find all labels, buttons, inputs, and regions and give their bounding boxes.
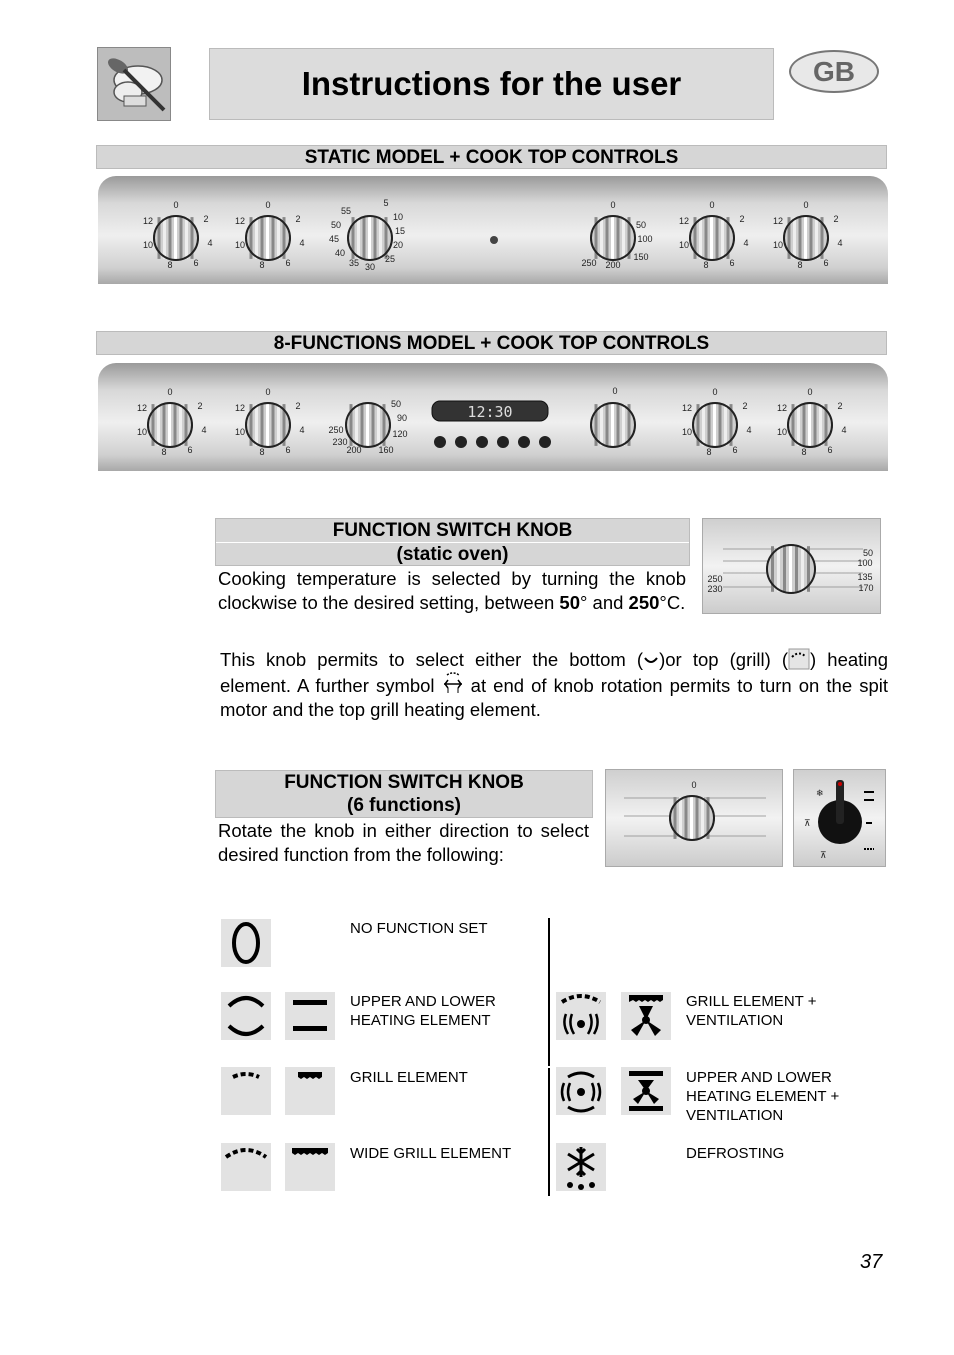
static-burner-3-tick: 8 <box>703 260 709 270</box>
temperature-tick: 0 <box>610 200 616 210</box>
thumb-six-knob <box>670 796 714 840</box>
timer-tick: 25 <box>384 254 396 264</box>
timer-tick: 45 <box>328 234 340 244</box>
function-label-upper-lower: UPPER AND LOWER HEATING ELEMENT <box>350 993 496 1029</box>
eight-burner-1-tick: 0 <box>167 387 173 397</box>
temperature-tick: 250 <box>581 258 597 268</box>
thumb-six-tick: 0 <box>691 780 697 790</box>
static-burner-4-tick: 6 <box>823 258 829 268</box>
static-burner-4-tick: 4 <box>837 238 843 248</box>
thumb-tick: 50 <box>862 548 874 558</box>
static-model-heading: STATIC MODEL + COOK TOP CONTROLS <box>96 145 887 169</box>
eight-functions-control-panel <box>98 363 888 471</box>
heating-element-paragraph: This knob permits to select either the bottom ( )or top (grill) ( ) heating element. A further symbol at end of knob rotation permits to turn on the spit motor and the top grill heating element. <box>220 649 888 720</box>
spit-grill-icon <box>442 672 464 696</box>
eight-burner-3-tick: 10 <box>681 427 693 437</box>
thumb-tick: 250 <box>707 574 723 584</box>
clock-button <box>518 436 530 448</box>
static-burner-2-tick: 8 <box>259 260 265 270</box>
page-title-box <box>209 48 774 120</box>
static-burner-4-tick: 10 <box>772 240 784 250</box>
eight-burner-4-tick: 2 <box>837 401 843 411</box>
thermostat-tick: 160 <box>378 445 394 455</box>
static-burner-2-tick: 12 <box>234 216 246 226</box>
upper-lower-fan-icon <box>556 1067 606 1115</box>
eight-burner-1-tick: 10 <box>136 427 148 437</box>
timer-tick: 50 <box>330 220 342 230</box>
function-label-wide-grill: WIDE GRILL ELEMENT <box>350 1145 512 1162</box>
chef-logo <box>97 47 171 121</box>
no-function-icon <box>221 919 271 967</box>
eight-burner-4-knob <box>788 403 832 447</box>
static-knob-subtitle: (static oven) <box>216 542 689 566</box>
black-knob-thumbnail <box>793 769 886 867</box>
thermostat-tick: 200 <box>346 445 362 455</box>
timer-tick: 20 <box>392 240 404 250</box>
static-knob-drawing <box>703 519 882 615</box>
static-control-panel <box>98 176 888 284</box>
thermostat-tick: 50 <box>390 399 402 409</box>
function-label-upper-lower-fan: UPPER AND LOWER HEATING ELEMENT + VENTILATION <box>686 1069 840 1124</box>
eight-burner-1-tick: 2 <box>197 401 203 411</box>
thermostat-tick: 90 <box>396 413 408 423</box>
timer-tick: 55 <box>340 206 352 216</box>
temperature-tick: 100 <box>637 234 653 244</box>
upper-lower-heat-alt-icon <box>285 992 335 1040</box>
upper-lower-fan-alt-icon <box>621 1067 671 1115</box>
six-knob-title: FUNCTION SWITCH KNOB <box>284 772 524 793</box>
wide-grill-alt-icon <box>285 1143 335 1191</box>
static-knobs-drawing <box>98 176 888 284</box>
timer-tick: 5 <box>383 198 389 208</box>
static-burner-1-tick: 6 <box>193 258 199 268</box>
static-knob-thumbnail <box>702 518 881 614</box>
static-burner-4-knob <box>784 216 828 260</box>
clock-button <box>455 436 467 448</box>
grill-fan-alt-icon <box>621 992 671 1040</box>
function-label-no-function: NO FUNCTION SET <box>350 920 488 937</box>
language-badge: GB <box>789 50 879 93</box>
function-tick: 0 <box>612 386 618 396</box>
timer-tick: 30 <box>364 262 376 272</box>
spoon-chef-hat-icon <box>98 48 172 122</box>
temperature-tick: 200 <box>605 260 621 270</box>
static-burner-4-tick: 8 <box>797 260 803 270</box>
eight-burner-4-tick: 4 <box>841 425 847 435</box>
timer-tick: 40 <box>334 248 346 258</box>
static-burner-3-tick: 10 <box>678 240 690 250</box>
static-burner-1-knob <box>154 216 198 260</box>
thermostat-tick: 250 <box>328 425 344 435</box>
thumb-tick: 135 <box>857 572 873 582</box>
static-knob-title: FUNCTION SWITCH KNOB <box>332 520 573 541</box>
eight-burner-3-tick: 12 <box>681 403 693 413</box>
eight-burner-2-knob <box>246 403 290 447</box>
static-burner-1-tick: 2 <box>203 214 209 224</box>
static-burner-1-tick: 4 <box>207 238 213 248</box>
static-burner-4-tick: 2 <box>833 214 839 224</box>
six-knob-heading <box>215 770 593 818</box>
defrost-icon <box>556 1143 606 1191</box>
bottom-heat-icon <box>643 652 659 668</box>
six-knob-drawing <box>606 770 784 868</box>
static-burner-2-tick: 4 <box>299 238 305 248</box>
function-label-grill: GRILL ELEMENT <box>350 1069 468 1086</box>
eight-burner-2-tick: 8 <box>259 447 265 457</box>
eight-burner-1-tick: 6 <box>187 445 193 455</box>
static-burner-3-tick: 4 <box>743 238 749 248</box>
timer-tick: 15 <box>394 226 406 236</box>
static-burner-2-tick: 6 <box>285 258 291 268</box>
eight-burner-1-tick: 4 <box>201 425 207 435</box>
indicator-light <box>490 236 498 244</box>
eight-burner-2-tick: 2 <box>295 401 301 411</box>
page-number: 37 <box>860 1251 883 1273</box>
clock-button <box>434 436 446 448</box>
eight-burner-3-tick: 4 <box>746 425 752 435</box>
eight-burner-1-knob <box>148 403 192 447</box>
static-burner-3-knob <box>690 216 734 260</box>
eight-burner-2-tick: 10 <box>234 427 246 437</box>
timer-tick: 10 <box>392 212 404 222</box>
eight-burner-1-tick: 12 <box>136 403 148 413</box>
eight-burner-4-tick: 10 <box>776 427 788 437</box>
black-knob-drawing <box>794 770 887 868</box>
six-knob-subtitle: (6 functions) <box>347 795 461 816</box>
column-divider-top <box>548 918 550 1066</box>
grill-element-alt-icon <box>285 1067 335 1115</box>
wide-grill-icon <box>221 1143 271 1191</box>
static-burner-3-tick: 12 <box>678 216 690 226</box>
clock-button <box>497 436 509 448</box>
eight-knobs-drawing <box>98 363 888 471</box>
eight-burner-3-tick: 2 <box>742 401 748 411</box>
svg-text:❄: ❄ <box>816 788 824 798</box>
thermostat-knob <box>346 403 390 447</box>
clock-button <box>476 436 488 448</box>
static-burner-3-tick: 0 <box>709 200 715 210</box>
eight-burner-2-tick: 0 <box>265 387 271 397</box>
upper-lower-heat-icon <box>221 992 271 1040</box>
static-burner-4-tick: 0 <box>803 200 809 210</box>
eight-burner-3-tick: 0 <box>712 387 718 397</box>
eight-burner-4-tick: 6 <box>827 445 833 455</box>
eight-burner-3-tick: 6 <box>732 445 738 455</box>
eight-burner-2-tick: 6 <box>285 445 291 455</box>
temperature-tick: 50 <box>635 220 647 230</box>
static-burner-4-tick: 12 <box>772 216 784 226</box>
static-burner-1-tick: 8 <box>167 260 173 270</box>
grill-fan-icon <box>556 992 606 1040</box>
static-burner-2-tick: 10 <box>234 240 246 250</box>
function-label-grill-fan: GRILL ELEMENT + VENTILATION <box>686 993 817 1029</box>
six-knob-paragraph: Rotate the knob in either direction to select desired function from the following: <box>218 820 589 865</box>
timer-tick: 35 <box>348 258 360 268</box>
svg-text:⊼: ⊼ <box>804 818 811 828</box>
static-knob-paragraph: Cooking temperature is selected by turning the knob clockwise to the desired setting, between 50° and 250°C. <box>218 568 686 613</box>
grill-icon <box>788 648 810 670</box>
static-burner-3-tick: 6 <box>729 258 735 268</box>
function-label-defrosting: DEFROSTING <box>686 1145 785 1162</box>
thumb-static-knob <box>767 545 815 593</box>
thumb-tick: 100 <box>857 558 873 568</box>
static-knob-heading <box>215 518 690 566</box>
eight-burner-2-tick: 12 <box>234 403 246 413</box>
thumb-tick: 230 <box>707 584 723 594</box>
eight-burner-3-knob <box>693 403 737 447</box>
static-burner-2-tick: 0 <box>265 200 271 210</box>
static-burner-2-knob <box>246 216 290 260</box>
static-burner-1-tick: 0 <box>173 200 179 210</box>
eight-burner-2-tick: 4 <box>299 425 305 435</box>
clock-display-text: 12:30 <box>467 403 513 421</box>
page-title: Instructions for the user <box>301 65 682 102</box>
eight-burner-4-tick: 12 <box>776 403 788 413</box>
eight-burner-3-tick: 8 <box>706 447 712 457</box>
thermostat-tick: 120 <box>392 429 408 439</box>
eight-burner-4-tick: 0 <box>807 387 813 397</box>
thermostat-tick: 230 <box>332 437 348 447</box>
thumb-tick: 170 <box>858 583 874 593</box>
eight-burner-1-tick: 8 <box>161 447 167 457</box>
six-knob-thumbnail <box>605 769 783 867</box>
clock-button <box>539 436 551 448</box>
eight-burner-4-tick: 8 <box>801 447 807 457</box>
function-knob <box>591 403 635 447</box>
temperature-knob <box>591 216 635 260</box>
static-burner-1-tick: 12 <box>142 216 154 226</box>
grill-element-icon <box>221 1067 271 1115</box>
static-burner-1-tick: 10 <box>142 240 154 250</box>
eight-functions-heading: 8-FUNCTIONS MODEL + COOK TOP CONTROLS <box>96 331 887 355</box>
static-burner-3-tick: 2 <box>739 214 745 224</box>
column-divider-bottom <box>548 1068 550 1196</box>
static-burner-2-tick: 2 <box>295 214 301 224</box>
svg-text:⊼: ⊼ <box>820 850 827 860</box>
temperature-tick: 150 <box>633 252 649 262</box>
